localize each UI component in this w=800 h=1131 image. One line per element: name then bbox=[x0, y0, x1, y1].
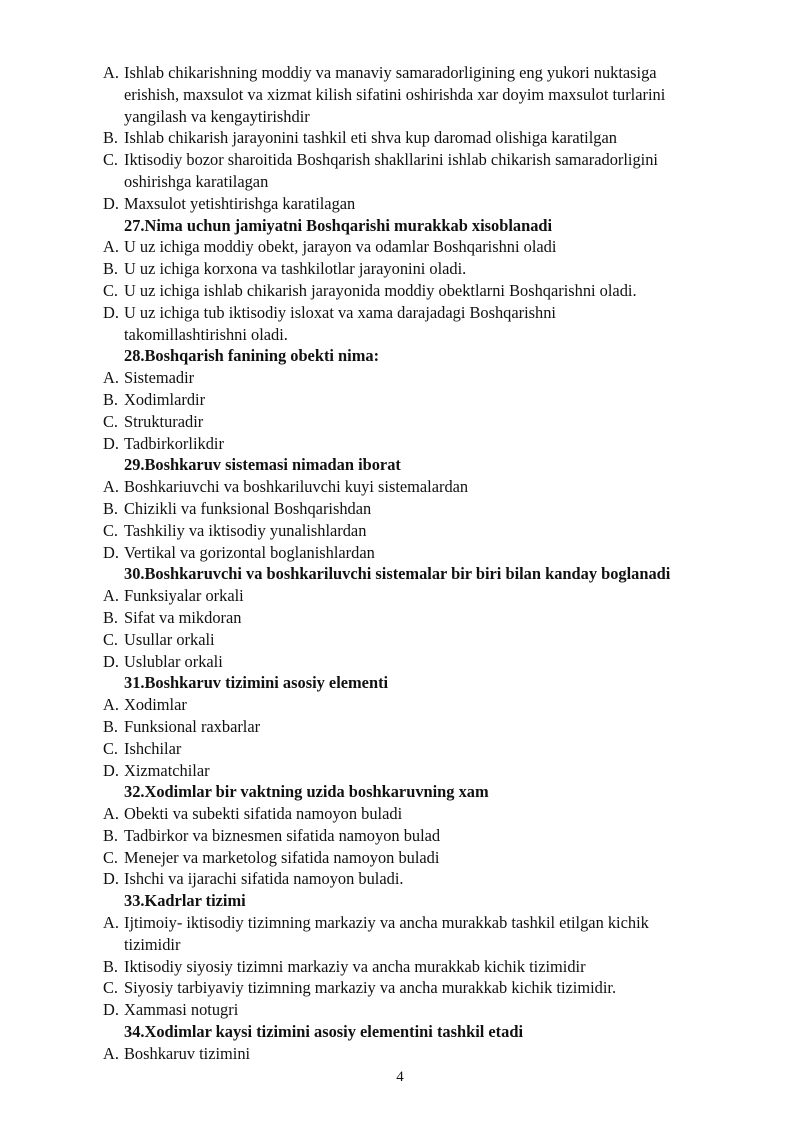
answer-option bbox=[0, 193, 800, 215]
question-text: 32.Xodimlar bir vaktning uzida boshkaruvning xam bbox=[124, 782, 489, 802]
option-text: Boshkaruv tizimini bbox=[124, 1043, 251, 1063]
option-letter: D. bbox=[103, 651, 119, 671]
question-heading bbox=[0, 672, 800, 694]
option-letter: C. bbox=[103, 978, 119, 998]
answer-continuation bbox=[0, 84, 800, 106]
option-letter: B. bbox=[103, 498, 119, 518]
answer-option bbox=[0, 694, 800, 716]
answer-option bbox=[0, 433, 800, 455]
option-letter: A. bbox=[103, 477, 119, 497]
option-text: Siyosiy tarbiyaviy tizimning markaziy va ancha murakkab kichik tizimidir. bbox=[124, 978, 617, 998]
option-letter: B. bbox=[103, 956, 119, 976]
answer-option bbox=[0, 912, 800, 934]
answer-option bbox=[0, 367, 800, 389]
option-text: U uz ichiga tub iktisodiy isloxat va xama darajadagi Boshqarishni bbox=[124, 302, 556, 322]
option-text: Menejer va marketolog sifatida namoyon buladi bbox=[124, 847, 440, 867]
answer-continuation bbox=[0, 324, 800, 346]
option-letter: A. bbox=[103, 237, 119, 257]
option-text: Tashkiliy va iktisodiy yunalishlardan bbox=[124, 520, 367, 540]
option-letter: A. bbox=[103, 695, 119, 715]
option-text: Funksiyalar orkali bbox=[124, 586, 244, 606]
option-letter: D. bbox=[103, 542, 119, 562]
option-text: Xodimlardir bbox=[124, 389, 206, 409]
option-text: Sifat va mikdoran bbox=[124, 607, 242, 627]
question-text: 34.Xodimlar kaysi tizimini asosiy elementini tashkil etadi bbox=[124, 1022, 524, 1042]
answer-option bbox=[0, 825, 800, 847]
option-text: U uz ichiga ishlab chikarish jarayonida moddiy obektlarni Boshqarishni oladi. bbox=[124, 280, 637, 300]
option-text: Sistemadir bbox=[124, 368, 195, 388]
option-letter: D. bbox=[103, 302, 119, 322]
answer-continuation bbox=[0, 106, 800, 128]
answer-option bbox=[0, 738, 800, 760]
option-letter: B. bbox=[103, 825, 119, 845]
question-text: 29.Boshkaruv sistemasi nimadan iborat bbox=[124, 455, 401, 475]
option-text: Xizmatchilar bbox=[124, 760, 210, 780]
answer-option bbox=[0, 258, 800, 280]
option-letter: A. bbox=[103, 804, 119, 824]
option-letter: B. bbox=[103, 259, 119, 279]
option-letter: D. bbox=[103, 760, 119, 780]
option-text: tizimidir bbox=[124, 934, 181, 954]
answer-option bbox=[0, 411, 800, 433]
option-text: Boshkariuvchi va boshkariluvchi kuyi sistemalardan bbox=[124, 477, 469, 497]
answer-option bbox=[0, 847, 800, 869]
answer-option bbox=[0, 999, 800, 1021]
answer-option bbox=[0, 236, 800, 258]
question-heading bbox=[0, 1021, 800, 1043]
answer-option bbox=[0, 868, 800, 890]
answer-option bbox=[0, 956, 800, 978]
option-letter: D. bbox=[103, 433, 119, 453]
option-text: Tadbirkor va biznesmen sifatida namoyon bulad bbox=[124, 825, 441, 845]
question-heading bbox=[0, 781, 800, 803]
option-letter: A. bbox=[103, 1043, 119, 1063]
option-text: Strukturadir bbox=[124, 411, 204, 431]
answer-option bbox=[0, 803, 800, 825]
question-heading bbox=[0, 454, 800, 476]
option-letter: C. bbox=[103, 411, 119, 431]
option-letter: B. bbox=[103, 389, 119, 409]
option-letter: C. bbox=[103, 738, 119, 758]
option-text: oshirishga karatilagan bbox=[124, 171, 269, 191]
option-text: Iktisodiy bozor sharoitida Boshqarish shakllarini ishlab chikarish samaradorligini bbox=[124, 150, 658, 170]
option-text: Uslublar orkali bbox=[124, 651, 223, 671]
question-text: 27.Nima uchun jamiyatni Boshqarishi murakkab xisoblanadi bbox=[124, 215, 553, 235]
answer-option bbox=[0, 629, 800, 651]
option-text: U uz ichiga moddiy obekt, jarayon va odamlar Boshqarishni oladi bbox=[124, 237, 557, 257]
answer-option bbox=[0, 62, 800, 84]
option-text: Usullar orkali bbox=[124, 629, 215, 649]
answer-option bbox=[0, 542, 800, 564]
page-number: 4 bbox=[396, 1069, 404, 1085]
option-letter: A. bbox=[103, 913, 119, 933]
option-letter: A. bbox=[103, 368, 119, 388]
option-text: erishish, maxsulot va xizmat kilish sifatini oshirishda xar doyim maxsulot turlarini bbox=[124, 84, 666, 104]
option-text: Xodimlar bbox=[124, 695, 187, 715]
option-letter: C. bbox=[103, 150, 119, 170]
option-letter: C. bbox=[103, 847, 119, 867]
answer-option bbox=[0, 585, 800, 607]
option-letter: B. bbox=[103, 128, 119, 148]
option-text: Obekti va subekti sifatida namoyon buladi bbox=[124, 804, 403, 824]
answer-option bbox=[0, 389, 800, 411]
option-text: takomillashtirishni oladi. bbox=[124, 324, 288, 344]
question-heading bbox=[0, 345, 800, 367]
question-heading bbox=[0, 215, 800, 237]
option-letter: D. bbox=[103, 193, 119, 213]
option-letter: A. bbox=[103, 63, 119, 82]
option-text: U uz ichiga korxona va tashkilotlar jarayonini oladi. bbox=[124, 259, 467, 279]
option-letter: D. bbox=[103, 869, 119, 889]
question-text: 33.Kadrlar tizimi bbox=[124, 891, 246, 911]
option-letter: C. bbox=[103, 520, 119, 540]
option-text: Ishlab chikarishning moddiy va manaviy samaradorligining eng yukori nuktasiga bbox=[124, 63, 657, 82]
question-heading bbox=[0, 890, 800, 912]
option-text: Iktisodiy siyosiy tizimni markaziy va ancha murakkab kichik tizimidir bbox=[124, 956, 586, 976]
option-letter: B. bbox=[103, 716, 119, 736]
answer-option bbox=[0, 760, 800, 782]
answer-continuation bbox=[0, 171, 800, 193]
answer-option bbox=[0, 716, 800, 738]
answer-option bbox=[0, 977, 800, 999]
option-text: Ishlab chikarish jarayonini tashkil eti shva kup daromad olishiga karatilgan bbox=[124, 128, 617, 148]
option-text: Vertikal va gorizontal boglanishlardan bbox=[124, 542, 375, 562]
option-text: Chizikli va funksional Boshqarishdan bbox=[124, 498, 372, 518]
answer-option bbox=[0, 651, 800, 673]
question-text: 31.Boshkaruv tizimini asosiy elementi bbox=[124, 673, 389, 693]
option-letter: C. bbox=[103, 280, 119, 300]
answer-option bbox=[0, 476, 800, 498]
answer-option bbox=[0, 127, 800, 149]
answer-option bbox=[0, 520, 800, 542]
answer-option bbox=[0, 498, 800, 520]
option-letter: B. bbox=[103, 607, 119, 627]
option-text: Ishchi va ijarachi sifatida namoyon buladi. bbox=[124, 869, 404, 889]
option-text: Ijtimoiy- iktisodiy tizimning markaziy va ancha murakkab tashkil etilgan kichik bbox=[124, 913, 649, 933]
answer-option bbox=[0, 280, 800, 302]
answer-continuation bbox=[0, 934, 800, 956]
answer-option bbox=[0, 149, 800, 171]
option-text: Funksional raxbarlar bbox=[124, 716, 261, 736]
option-letter: A. bbox=[103, 586, 119, 606]
answer-option bbox=[0, 302, 800, 324]
option-text: yangilash va kengaytirishdir bbox=[124, 106, 310, 126]
option-text: Xammasi notugri bbox=[124, 1000, 239, 1020]
answer-option bbox=[0, 1043, 800, 1065]
option-text: Maxsulot yetishtirishga karatilagan bbox=[124, 193, 356, 213]
option-letter: D. bbox=[103, 1000, 119, 1020]
question-text: 30.Boshkaruvchi va boshkariluvchi sistemalar bir biri bilan kanday boglanadi bbox=[124, 564, 671, 584]
answer-option bbox=[0, 607, 800, 629]
document-page bbox=[0, 62, 800, 1065]
question-heading bbox=[0, 563, 800, 585]
option-text: Ishchilar bbox=[124, 738, 182, 758]
question-text: 28.Boshqarish fanining obekti nima: bbox=[124, 346, 380, 366]
option-text: Tadbirkorlikdir bbox=[124, 433, 224, 453]
option-letter: C. bbox=[103, 629, 119, 649]
